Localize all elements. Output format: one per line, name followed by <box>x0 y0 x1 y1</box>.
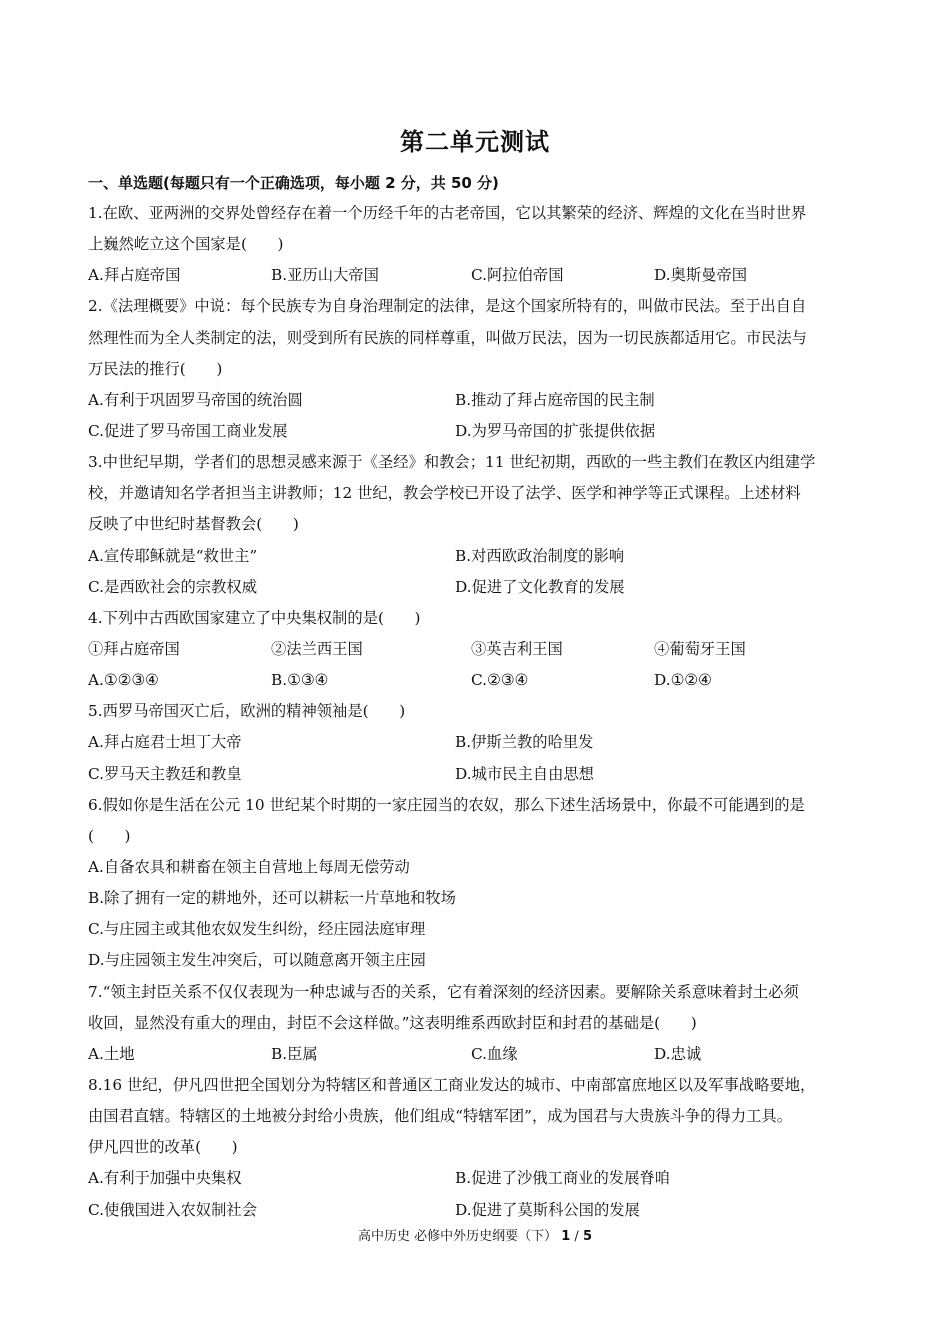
option-c: C.是西欧社会的宗教权威 <box>88 577 257 596</box>
option-b: B.推动了拜占庭帝国的民主制 <box>455 390 655 409</box>
option-c: C.阿拉伯帝国 <box>471 266 564 285</box>
footer-page-total: 5 <box>582 1229 592 1244</box>
option-row <box>88 385 868 416</box>
option-b: B.亚历山大帝国 <box>271 266 379 285</box>
item-row <box>88 634 868 665</box>
section-heading: 一、单选题(每题只有一个正确选项，每小题 2 分，共 50 分) <box>88 174 499 192</box>
option-b: B.伊斯兰教的哈里发 <box>455 733 594 752</box>
question-2 <box>88 291 868 447</box>
option-b: B.臣属 <box>271 1044 318 1063</box>
page-footer <box>0 1225 950 1244</box>
question-5 <box>88 696 868 789</box>
question-text: 4.下列中古西欧国家建立了中央集权制的是( ) <box>88 608 421 627</box>
question-6 <box>88 790 868 977</box>
option-d: D.与庄园领主发生冲突后，可以随意离开领主庄园 <box>88 951 426 970</box>
option-row <box>88 416 868 447</box>
question-text: 由国君直辖。特辖区的土地被分封给小贵族，他们组成“特辖军团”，成为国君与大贵族斗争的得力工具。 <box>88 1107 793 1126</box>
question-text: 6.假如你是生活在公元 10 世纪某个时期的一家庄园当的农奴，那么下述生活场景中，你最不可能遇到的是 <box>88 795 805 814</box>
option-b: B.除了拥有一定的耕地外，还可以耕耘一片草地和牧场 <box>88 889 456 908</box>
question-text: 3.中世纪早期，学者们的思想灵感来源于《圣经》和教会；11 世纪初期，西欧的一些主教们在教区内组建学 <box>88 453 816 472</box>
question-text: 上巍然屹立这个国家是( ) <box>88 235 284 254</box>
option-d: D.城市民主自由思想 <box>455 764 594 783</box>
item-4: ④葡萄牙王国 <box>654 639 746 658</box>
question-text: ( ) <box>88 826 131 845</box>
option-c: C.血缘 <box>471 1044 518 1063</box>
question-text: 1.在欧、亚两洲的交界处曾经存在着一个历经千年的古老帝国，它以其繁荣的经济、辉煌的文化在当时世界 <box>88 204 807 222</box>
option-a: A.自备农具和耕畜在领主自营地上每周无偿劳动 <box>88 857 410 876</box>
question-text: 7.“领主封臣关系不仅仅表现为一种忠诚与否的关系，它有着深刻的经济因素。要解除关系意味着封土必须 <box>88 982 799 1001</box>
option-c: C.使俄国进入农奴制社会 <box>88 1200 257 1219</box>
option-b: B.对西欧政治制度的影响 <box>455 546 625 565</box>
option-row <box>88 727 868 758</box>
question-text: 反映了中世纪时基督教会( ) <box>88 515 299 534</box>
option-a: A.拜占庭帝国 <box>88 266 181 285</box>
question-7 <box>88 977 868 1070</box>
option-row <box>88 1195 868 1226</box>
question-text: 5.西罗马帝国灭亡后，欧洲的精神领袖是( ) <box>88 702 406 721</box>
option-d: D.奥斯曼帝国 <box>654 266 748 285</box>
option-d: D.①②④ <box>654 671 712 690</box>
option-c: C.罗马天主教廷和教皇 <box>88 764 242 783</box>
question-text: 校，并邀请知名学者担当主讲教师；12 世纪，教会学校已开设了法学、医学和神学等正式课程。上述材料 <box>88 484 801 503</box>
footer-separator: / <box>570 1229 583 1244</box>
option-d: D.为罗马帝国的扩张提供依据 <box>455 421 656 440</box>
option-row <box>88 1039 868 1070</box>
option-a: A.宣传耶稣就是“救世主” <box>88 546 258 565</box>
option-row <box>88 1163 868 1194</box>
option-a: A.有利于加强中央集权 <box>88 1169 242 1188</box>
question-text: 然理性而为全人类制定的法，则受到所有民族的同样尊重，叫做万民法，因为一切民族都适用它。市民法与 <box>88 328 807 347</box>
question-text: 8.16 世纪，伊凡四世把全国划分为特辖区和普通区工商业发达的城市、中南部富庶地区以及军事战略要地， <box>88 1075 816 1094</box>
option-d: D.忠诚 <box>654 1044 702 1063</box>
question-8 <box>88 1070 868 1226</box>
item-3: ③英吉利王国 <box>471 639 563 658</box>
page-title: 第二单元测试 <box>400 128 550 156</box>
option-a: A.①②③④ <box>88 671 159 690</box>
option-row <box>88 759 868 790</box>
option-c: C.②③④ <box>471 671 529 690</box>
question-3 <box>88 447 868 603</box>
footer-course-label: 高中历史 必修中外历史纲要（下） <box>357 1229 562 1244</box>
question-text: 收回，显然没有重大的理由，封臣不会这样做。”这表明维系西欧封臣和封君的基础是( ) <box>88 1013 697 1032</box>
option-d: D.促进了莫斯科公国的发展 <box>455 1200 640 1219</box>
question-1 <box>88 198 868 291</box>
question-text: 万民法的推行( ) <box>88 359 223 378</box>
option-a: A.有利于巩固罗马帝国的统治圆 <box>88 390 303 409</box>
option-b: B.促进了沙俄工商业的发展脊咱 <box>455 1169 670 1188</box>
item-2: ②法兰西王国 <box>271 639 363 658</box>
question-list <box>88 198 868 1226</box>
option-row <box>88 665 868 696</box>
option-row <box>88 260 868 291</box>
footer-page-number: 1 <box>561 1229 571 1244</box>
option-d: D.促进了文化教育的发展 <box>455 577 625 596</box>
option-c: C.促进了罗马帝国工商业发展 <box>88 421 288 440</box>
question-text: 2.《法理概要》中说：每个民族专为自身治理制定的法律，是这个国家所特有的，叫做市民法。至于出自自 <box>88 297 807 316</box>
option-row <box>88 572 868 603</box>
question-text: 伊凡四世的改革( ) <box>88 1138 238 1157</box>
question-4 <box>88 603 868 696</box>
option-c: C.与庄园主或其他农奴发生纠纷，经庄园法庭审理 <box>88 920 426 939</box>
option-a: A.拜占庭君士坦丁大帝 <box>88 733 242 752</box>
option-b: B.①③④ <box>271 671 329 690</box>
option-row <box>88 541 868 572</box>
item-1: ①拜占庭帝国 <box>88 639 180 658</box>
option-a: A.土地 <box>88 1044 135 1063</box>
